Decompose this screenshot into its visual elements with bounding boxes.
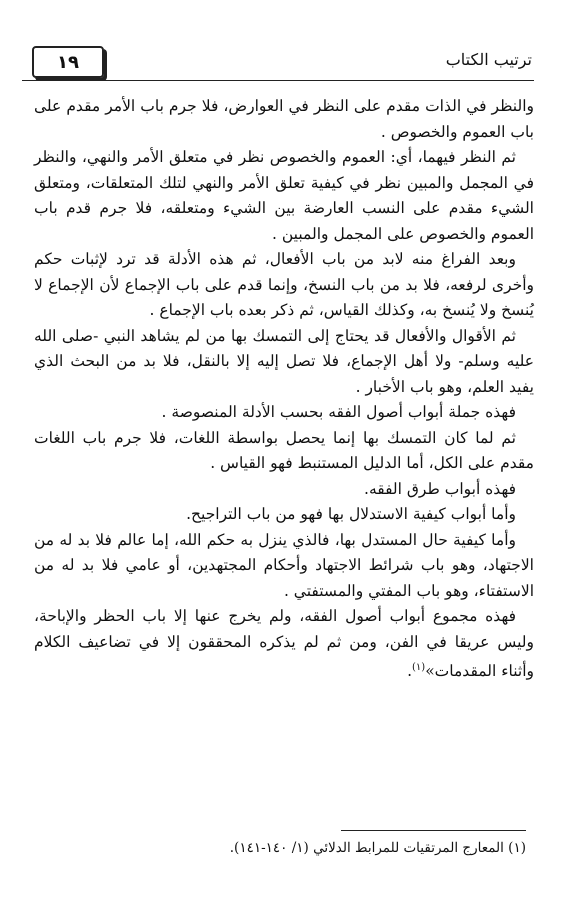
paragraph: ثم لما كان التمسك بها إنما يحصل بواسطة اللغات، فلا جرم باب اللغات مقدم على الكل، أما الدليل المستنبط فهو القياس . [34,428,534,472]
paragraph: فهذه جملة أبواب أصول الفقه بحسب الأدلة المنصوصة . [161,403,516,421]
footnote: (١) المعارج المرتقيات للمرابط الدلائي (١/ ١٤٠-١٤١). [229,840,526,856]
paragraph: والنظر في الذات مقدم على النظر في العوارض، فلا جرم باب الأمر مقدم على باب العموم والخصوص . [34,97,534,141]
running-title: ترتيب الكتاب [445,50,532,69]
paragraph: ثم النظر فيهما، أي: العموم والخصوص نظر في متعلق الأمر والنهي، والنظر في المجمل والمبين نظر في كيفية تعلق الأمر والنهي لتلك المتعلقات، ومتعلق الشيء مقدم على النسب العارضة بين الشيء ومتعلقه، فلا جرم قدم باب العموم والخصوص على المجمل والمبين . [34,148,534,243]
paragraph: وأما كيفية حال المستدل بها، فالذي ينزل به حكم الله، إما عالم فلا بد له من الاجتهاد، وهو باب شرائط الاجتهاد وأحكام المجتهدين، أو عامي فلا بد له من الاستفتاء، وهو باب المفتي والمستفتي . [34,530,534,600]
paragraph-text: فهذه مجموع أبواب أصول الفقه، ولم يخرج عنها إلا باب الحظر والإباحة، وليس عريقا في الفن، ومن ثم لم يذكره المحققون إلا في تضاعيف الكلام وأثناء المقدمات» [34,607,534,681]
page-header [22,42,532,80]
paragraph-last: فهذه مجموع أبواب أصول الفقه، ولم يخرج عنها إلا باب الحظر والإباحة، وليس عريقا في الفن، ومن ثم لم يذكره المحققون إلا في تضاعيف الكلام وأثناء المقدمات»$^{(١)}$. [34,607,534,681]
paragraph: وأما أبواب كيفية الاستدلال بها فهو من باب التراجيح. [186,505,516,523]
footnote-rule [341,830,526,831]
header-rule [22,80,534,81]
paragraph: وبعد الفراغ منه لابد من باب الأفعال، ثم هذه الأدلة قد ترد لإثبات حكم وأخرى لرفعه، فلا بد من باب النسخ، وإنما قدم على باب الإجماع لأن الإجماع لا يُنسخ ولا يُنسخ به، وكذلك القياس، ثم ذكر بعده باب الإجماع . [34,250,534,319]
footnote-marker: (١) [412,662,426,673]
page-number-box: ١٩ [32,46,104,78]
paragraph: ثم الأقوال والأفعال قد يحتاج إلى التمسك بها من لم يشاهد النبي -صلى الله عليه وسلم- ولا أهل الإجماع، فلا تصل إليه إلا بالنقل، فلا بد من البحث الذي يفيد العلم، وهو باب الأخبار . [34,326,534,396]
main-text [34,94,534,685]
paragraph: فهذه أبواب طرق الفقه. [364,479,516,498]
